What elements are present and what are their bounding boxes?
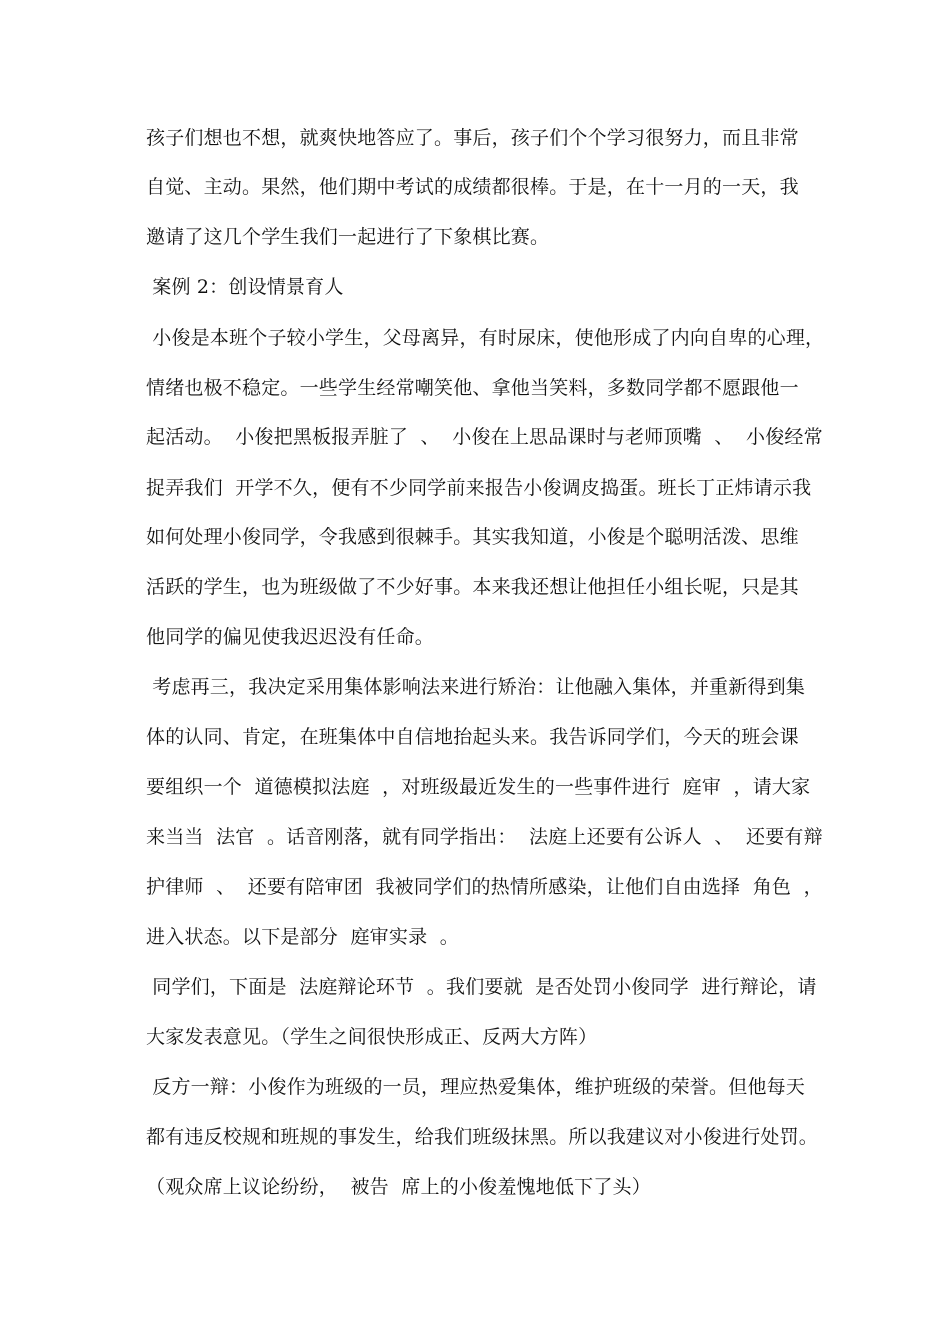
text-line: 情绪也极不稳定。一些学生经常嘲笑他、拿他当笑料，多数同学都不愿跟他一 — [146, 377, 799, 399]
text-line: 来当当 法官 。话音刚落，就有同学指出： 法庭上还要有公诉人 、 还要有辩 — [146, 826, 823, 848]
text-line: 反方一辩：小俊作为班级的一员，理应热爱集体，维护班级的荣誉。但他每天 — [146, 1076, 806, 1098]
text-line: 要组织一个 道德模拟法庭 ，对班级最近发生的一些事件进行 庭审 ，请大家 — [146, 776, 811, 798]
text-line: 起活动。 小俊把黑板报弄脏了 、 小俊在上思品课时与老师顶嘴 、 小俊经常 — [146, 426, 823, 448]
text-line: （观众席上议论纷纷， 被告 席上的小俊羞愧地低下了头） — [146, 1176, 651, 1198]
text-line: 邀请了这几个学生我们一起进行了下象棋比赛。 — [146, 226, 550, 248]
text-line: 孩子们想也不想，就爽快地答应了。事后，孩子们个个学习很努力，而且非常 — [146, 127, 799, 149]
text-line: 大家发表意见。（学生之间很快形成正、反两大方阵） — [146, 1026, 598, 1048]
text-line: 体的认同、肯定，在班集体中自信地抬起头来。我告诉同学们，今天的班会课 — [146, 726, 799, 748]
text-line: 考虑再三，我决定采用集体影响法来进行矫治：让他融入集体，并重新得到集 — [146, 676, 806, 698]
text-line: 自觉、主动。果然，他们期中考试的成绩都很棒。于是，在十一月的一天，我 — [146, 176, 799, 198]
text-line: 捉弄我们 开学不久，便有不少同学前来报告小俊调皮捣蛋。班长丁正炜请示我 — [146, 477, 812, 499]
text-line: 同学们，下面是 法庭辩论环节 。我们要就 是否处罚小俊同学 进行辩论，请 — [146, 976, 817, 998]
text-line: 护律师 、 还要有陪审团 我被同学们的热情所感染，让他们自由选择 角色 ， — [146, 876, 823, 898]
text-line: 活跃的学生，也为班级做了不少好事。本来我还想让他担任小组长呢，只是其 — [146, 576, 799, 598]
text-line: 他同学的偏见使我迟迟没有任命。 — [146, 626, 435, 648]
section-heading: 案例 2：创设情景育人 — [146, 276, 344, 298]
text-line: 进入状态。以下是部分 庭审实录 。 — [146, 926, 459, 948]
text-line: 都有违反校规和班规的事发生，给我们班级抹黑。所以我建议对小俊进行处罚。 — [146, 1126, 819, 1148]
text-line: 小俊是本班个子较小学生，父母离异，有时尿床，使他形成了内向自卑的心理， — [146, 327, 825, 349]
text-line: 如何处理小俊同学，令我感到很棘手。其实我知道，小俊是个聪明活泼、思维 — [146, 526, 799, 548]
